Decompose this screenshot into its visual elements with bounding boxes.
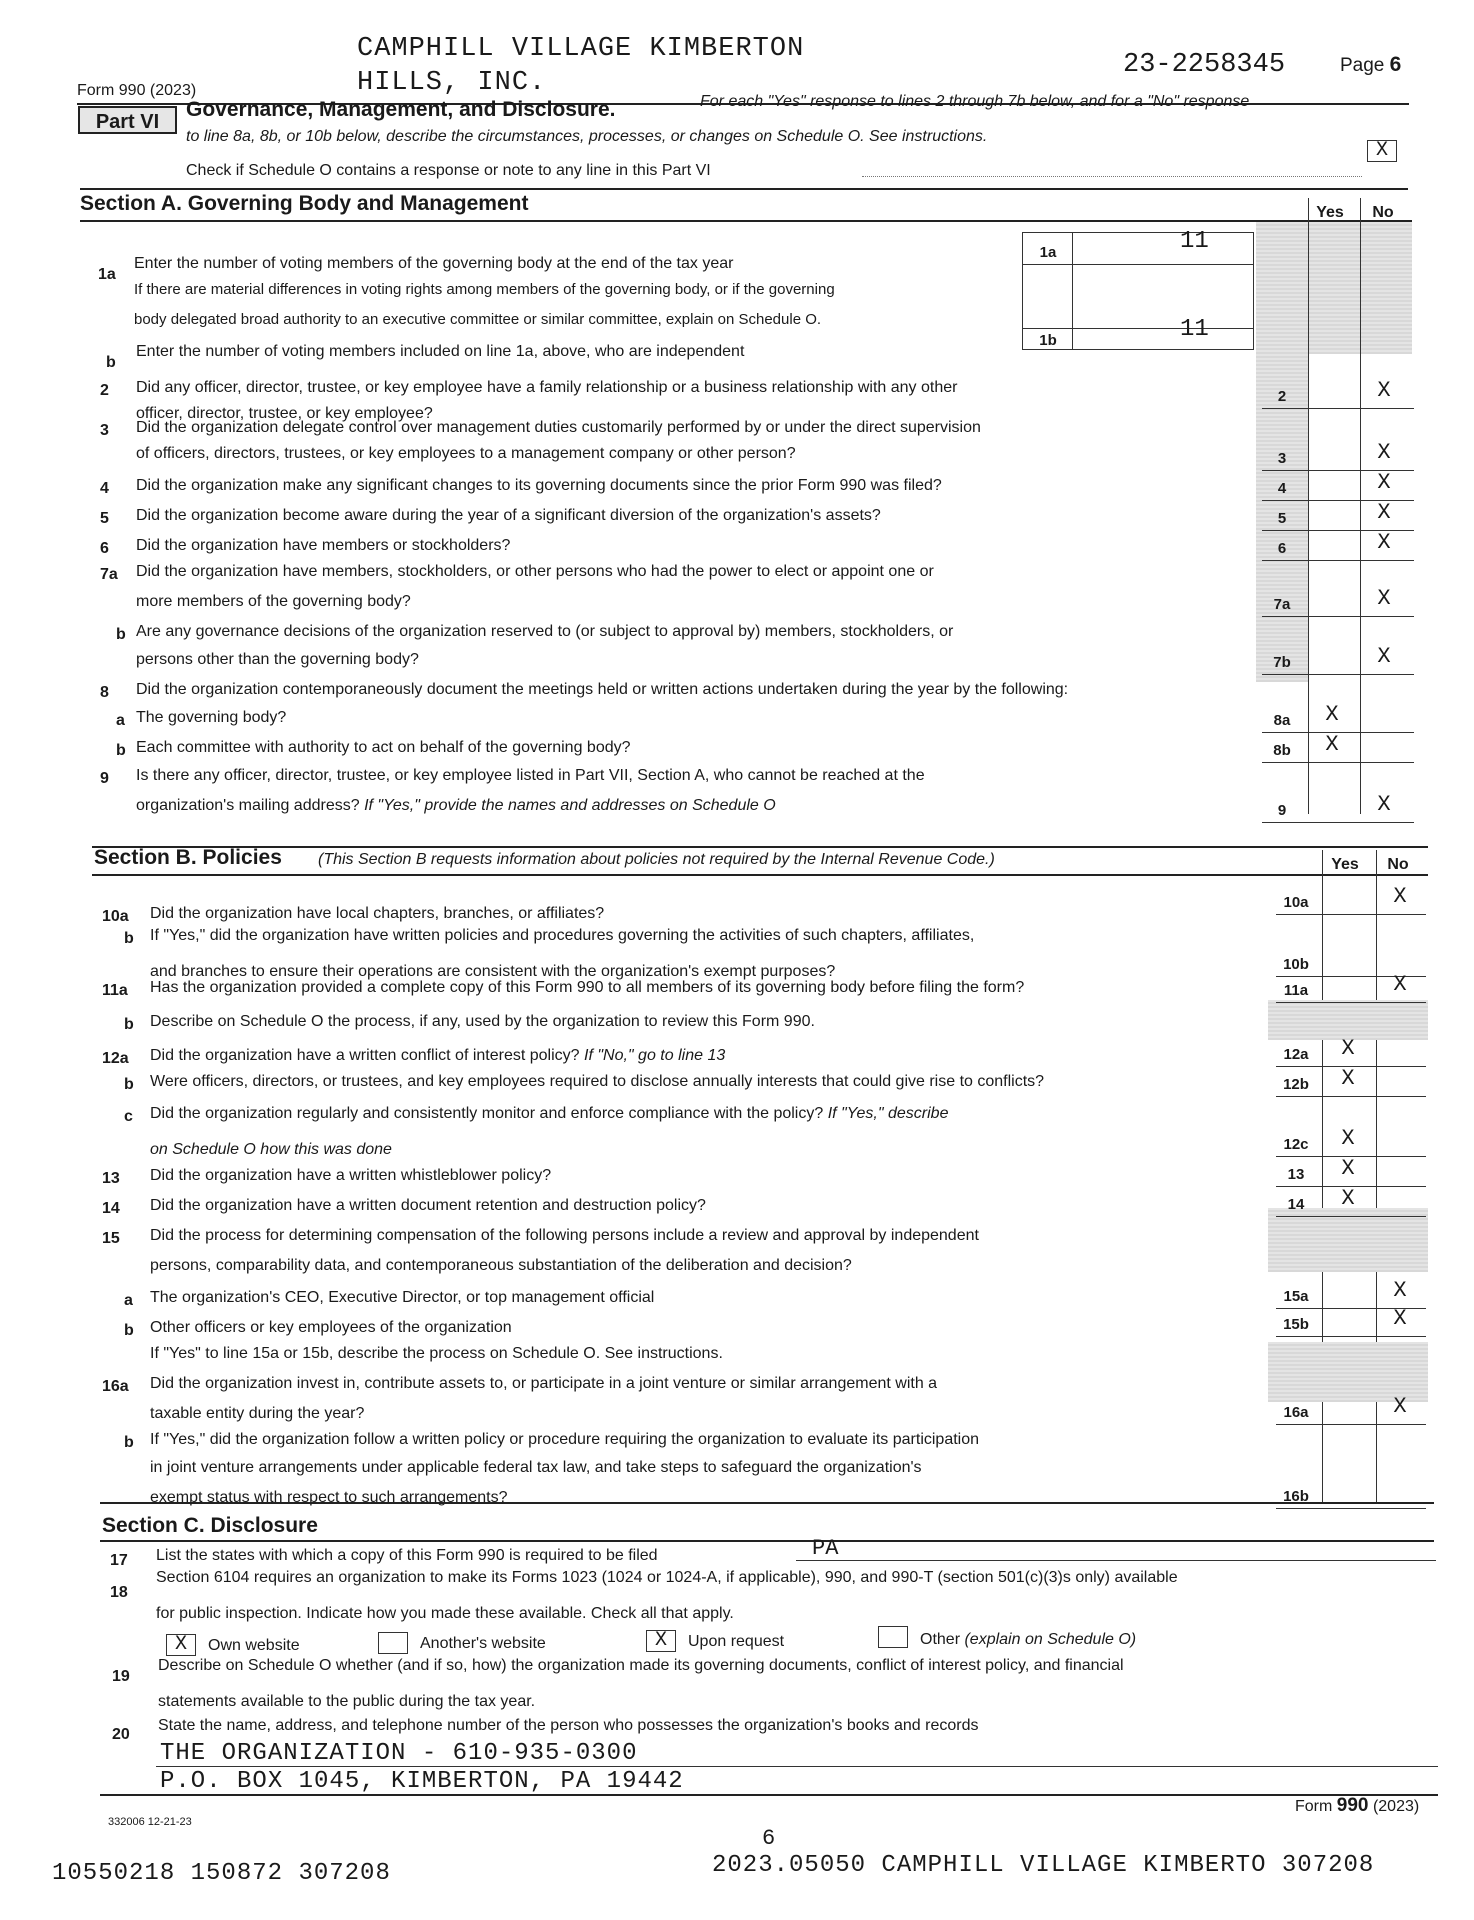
line-code: 11a (1283, 982, 1309, 999)
line-text-instruction: If "Yes," provide the names and addresses on Schedule O (364, 797, 776, 814)
line-text (150, 1458, 922, 1478)
no-answer[interactable]: X (1393, 972, 1407, 997)
voting-members-box-rule (1022, 328, 1254, 329)
org-name-line2: HILLS, INC. (357, 68, 547, 98)
no-answer[interactable]: X (1393, 1278, 1407, 1303)
line-number: b (106, 354, 116, 371)
footer-identifiers-right: 2023.05050 CAMPHILL VILLAGE KIMBERTO 307208 (712, 1852, 1375, 1879)
shaded-cell (1268, 1000, 1428, 1040)
line-text-part: The organization's CEO, Executive Director, or top management official (150, 1289, 655, 1306)
line-19-text: statements available to the public during the tax year. (158, 1693, 536, 1710)
section-c-top-rule (100, 1502, 1434, 1504)
no-answer[interactable]: X (1393, 1306, 1407, 1331)
footer-identifiers-left: 10550218 150872 307208 (52, 1860, 391, 1887)
line-text (136, 650, 419, 670)
line-number: 8 (100, 684, 109, 701)
line-number: 10a (102, 908, 129, 925)
line-code: 16a (1283, 1404, 1309, 1421)
part-box: Part VI (78, 106, 177, 134)
line-code: 7b (1273, 654, 1291, 671)
books-records-contact: THE ORGANIZATION - 610-935-0300 (160, 1740, 638, 1767)
line-code: 8b (1273, 742, 1291, 759)
footer-form-number: 990 (1336, 1795, 1369, 1816)
line-number: 14 (102, 1200, 120, 1217)
line-code: 12b (1283, 1076, 1309, 1093)
section-c-bottom-rule (100, 1794, 1438, 1796)
line-number: 1a (98, 266, 116, 283)
line-text-instruction: If "No," go to line 13 (584, 1047, 726, 1064)
section-c-title: Section C. Disclosure (102, 1514, 318, 1537)
line-number: c (124, 1108, 133, 1125)
independent-members-count: 11 (1180, 316, 1209, 343)
line-number: 20 (112, 1726, 130, 1743)
other-checkbox[interactable] (878, 1626, 908, 1648)
voting-members-count: 11 (1180, 228, 1209, 255)
line-17-text: List the states with which a copy of this Form 990 is required to be filed (156, 1547, 658, 1564)
no-answer[interactable]: X (1377, 530, 1391, 555)
line-text-part: Did the organization delegate control over management duties customarily performed by or under the direct supervision (136, 419, 981, 436)
line-number: b (124, 1322, 134, 1339)
line-text-part: persons, comparability data, and contemporaneous substantiation of the deliberation and decision? (150, 1257, 852, 1274)
section-b-no-header: No (1387, 856, 1409, 873)
another-website-label: Another's website (420, 1635, 546, 1652)
answer-row-rule (1262, 822, 1414, 823)
schedule-o-check-label: Check if Schedule O contains a response or note to any line in this Part VI (186, 162, 711, 179)
no-answer[interactable]: X (1393, 1394, 1407, 1419)
line-text (150, 1226, 979, 1246)
line-text (136, 444, 796, 464)
form-code: 332006 12-21-23 (108, 1816, 192, 1828)
line-number: a (116, 712, 125, 729)
line-code: 16b (1283, 1488, 1309, 1505)
line-number: 18 (110, 1584, 128, 1601)
line-number: 6 (100, 540, 109, 557)
own-website-label: Own website (208, 1637, 300, 1654)
line-text-part: more members of the governing body? (136, 593, 411, 610)
no-answer[interactable]: X (1377, 440, 1391, 465)
line-text (136, 738, 631, 758)
line-text (136, 708, 286, 728)
line-text (150, 1374, 937, 1394)
answer-row-rule (1262, 560, 1414, 561)
line-code: 4 (1277, 480, 1287, 497)
answer-row-rule (1276, 1096, 1426, 1097)
line-text-part: Were officers, directors, or trustees, and key employees required to disclose annually interests that could give rise to conflicts? (150, 1073, 1045, 1090)
line-text-part: Are any governance decisions of the organization reserved to (or subject to approval by) members, stockholders, or (136, 623, 954, 640)
line-text-part: Describe on Schedule O the process, if any, used by the organization to review this Form 990. (150, 1013, 815, 1030)
upon-request-label: Upon request (688, 1633, 785, 1650)
line-text (150, 1166, 551, 1186)
footer-form-word: Form (1295, 1798, 1333, 1815)
section-a-yes-header: Yes (1316, 204, 1344, 221)
line-code: 1a (1039, 244, 1057, 261)
line-code: 3 (1277, 450, 1287, 467)
organization-name (357, 32, 804, 100)
line-code: 5 (1277, 510, 1287, 527)
line-number: 5 (100, 510, 109, 527)
other-label-note: (explain on Schedule O) (964, 1631, 1137, 1648)
no-answer[interactable]: X (1377, 470, 1391, 495)
line-text (150, 904, 604, 924)
part-title: Governance, Management, and Disclosure. (186, 98, 616, 121)
other-label (920, 1630, 1136, 1650)
no-answer[interactable]: X (1377, 644, 1391, 669)
line-text-part: Did the organization make any significant changes to its governing documents since the prior Form 990 was filed? (136, 477, 942, 494)
line-code: 8a (1273, 712, 1291, 729)
no-answer[interactable]: X (1377, 500, 1391, 525)
line-number: 4 (100, 480, 109, 497)
line-1a-note: If there are material differences in voting rights among members of the governing body, or if the governing (134, 281, 835, 298)
footer-form-label (1295, 1795, 1419, 1817)
page-number: 6 (1389, 53, 1402, 76)
line-18-text: for public inspection. Indicate how you made these available. Check all that apply. (156, 1605, 734, 1622)
line-text-part: persons other than the governing body? (136, 651, 419, 668)
line-text-part: If "Yes," did the organization have written policies and procedures governing the activities of such chapters, affiliates, (150, 927, 975, 944)
line-number: 3 (100, 422, 109, 439)
yes-answer[interactable]: X (1341, 1186, 1355, 1211)
form-label: Form 990 (2023) (77, 82, 197, 99)
line-number: a (124, 1292, 133, 1309)
line-text (150, 1140, 392, 1160)
line-text-part: Did the organization become aware during the year of a significant diversion of the organization's assets? (136, 507, 881, 524)
line-text (136, 476, 942, 496)
line-text-instruction: on Schedule O how this was done (150, 1141, 392, 1158)
section-b-title: Section B. Policies (94, 846, 282, 869)
line-number: 2 (100, 382, 109, 399)
yes-column-divider (1322, 850, 1323, 1502)
no-answer[interactable]: X (1377, 586, 1391, 611)
line-text (150, 1046, 725, 1066)
line-number: 12a (102, 1050, 129, 1067)
line-text (136, 378, 957, 398)
section-a-rule (80, 220, 1412, 222)
line-text (150, 1104, 948, 1124)
line-text-part: Did the organization have local chapters, branches, or affiliates? (150, 905, 605, 922)
org-name-line1: CAMPHILL VILLAGE KIMBERTON (357, 34, 805, 64)
line-text (136, 622, 953, 642)
line-text (136, 536, 510, 556)
line-1a-text: Enter the number of voting members of the governing body at the end of the tax year (134, 255, 734, 272)
answer-row-rule (1262, 408, 1414, 409)
yes-answer[interactable]: X (1325, 732, 1339, 757)
line-text (150, 1012, 815, 1032)
page-word: Page (1340, 55, 1385, 76)
line-number: b (124, 1076, 134, 1093)
line-text-part: Did the organization have members, stockholders, or other persons who had the power to elect or appoint one or (136, 563, 934, 580)
line-code: 15a (1283, 1288, 1309, 1305)
yes-answer[interactable]: X (1341, 1156, 1355, 1181)
line-text (150, 1404, 364, 1424)
other-label-text: Other (920, 1631, 961, 1648)
line-number: b (116, 626, 126, 643)
line-text (150, 1072, 1044, 1092)
no-answer[interactable]: X (1393, 884, 1407, 909)
line-text-part: and branches to ensure their operations are consistent with the organization's exempt purposes? (150, 963, 836, 980)
line-number: 17 (110, 1552, 128, 1569)
line-text-part: in joint venture arrangements under applicable federal tax law, and take steps to safeguard the organization's (150, 1459, 922, 1476)
line-text (136, 592, 411, 612)
line-17-underline (796, 1560, 1436, 1561)
line-text-part: Is there any officer, director, trustee, or key employee listed in Part VII, Section A, who cannot be reached at the (136, 767, 925, 784)
no-column-divider (1376, 850, 1377, 1502)
line-text (150, 1256, 852, 1276)
line-code: 2 (1277, 388, 1287, 405)
section-b-rule (92, 874, 1428, 876)
voting-members-box-divider (1072, 232, 1073, 350)
shaded-cell (1268, 1342, 1428, 1402)
yes-answer[interactable]: X (1341, 1066, 1355, 1091)
own-website-checkbox[interactable]: X (166, 1634, 196, 1656)
line-text-part: Did the process for determining compensation of the following persons include a review and approval by independent (150, 1227, 979, 1244)
line-number: 16a (102, 1378, 129, 1395)
line-number: 11a (102, 982, 128, 999)
line-text-part: Other officers or key employees of the organization (150, 1319, 512, 1336)
line-text (150, 1318, 512, 1338)
answer-row-rule (1262, 674, 1414, 675)
line-text (136, 766, 925, 786)
line-code: 15b (1283, 1316, 1309, 1333)
yes-answer[interactable]: X (1325, 702, 1339, 727)
voting-members-box-rule (1022, 264, 1254, 265)
line-text (150, 926, 974, 946)
line-number: b (116, 742, 126, 759)
page-label (1340, 53, 1401, 77)
line-code: 10a (1283, 894, 1309, 911)
line-code: 10b (1283, 956, 1309, 973)
line-code: 1b (1039, 332, 1057, 349)
line-1a-note: body delegated broad authority to an executive committee or similar committee, explain on Schedule O. (134, 311, 822, 328)
line-number: 7a (100, 566, 118, 583)
line-number: 13 (102, 1170, 120, 1187)
line-number: b (124, 1016, 134, 1033)
line-text (150, 1344, 723, 1364)
line-text-part: Each committee with authority to act on behalf of the governing body? (136, 739, 631, 756)
line-number: 19 (112, 1668, 130, 1685)
line-20-text: State the name, address, and telephone number of the person who possesses the organization's books and records (158, 1717, 979, 1734)
line-20-underline (156, 1766, 1438, 1767)
line-text-part: Did any officer, director, trustee, or key employee have a family relationship or a business relationship with any other (136, 379, 958, 396)
section-a-title: Section A. Governing Body and Management (80, 192, 529, 215)
part-description-2: to line 8a, 8b, or 10b below, describe the circumstances, processes, or changes on Schedule O. See instructions. (186, 128, 988, 145)
answer-row-rule (1276, 1336, 1426, 1337)
yes-column-divider (1308, 198, 1309, 814)
line-text-part: Has the organization provided a complete copy of this Form 990 to all members of its governing body before filing the form? (150, 979, 1025, 996)
line-text (136, 562, 934, 582)
line-text-part: Did the organization have a written conflict of interest policy? (150, 1047, 580, 1064)
line-text: exempt status with respect to such arrangements? (150, 1489, 508, 1506)
answer-row-rule (1262, 762, 1414, 763)
line-code: 9 (1277, 802, 1287, 819)
line-number: 9 (100, 770, 109, 787)
section-c-rule (100, 1540, 1434, 1542)
line-text (150, 1196, 706, 1216)
section-b-yes-header: Yes (1331, 856, 1359, 873)
line-code: 6 (1277, 540, 1287, 557)
line-text-part: Did the organization have members or stockholders? (136, 537, 511, 554)
no-column-divider (1360, 198, 1361, 814)
line-text (150, 978, 1024, 998)
shaded-cell (1268, 1208, 1428, 1272)
no-answer[interactable]: X (1377, 792, 1391, 817)
line-text-part: Did the organization have a written document retention and destruction policy? (150, 1197, 706, 1214)
line-text (136, 506, 881, 526)
line-1b-text: Enter the number of voting members included on line 1a, above, who are independent (136, 343, 745, 360)
line-text (136, 680, 1068, 700)
line-18-text: Section 6104 requires an organization to make its Forms 1023 (1024 or 1024-A, if applicable), 990, and 990-T (section 501(c)(3)s only) available (156, 1569, 1178, 1586)
another-website-checkbox[interactable] (378, 1632, 408, 1654)
line-19-text: Describe on Schedule O whether (and if so, how) the organization made its governing documents, conflict of interest policy, and financial (158, 1657, 1124, 1674)
ein: 23-2258345 (1123, 50, 1286, 80)
yes-answer[interactable]: X (1341, 1126, 1355, 1151)
line-text-part: taxable entity during the year? (150, 1405, 365, 1422)
line-number: 15 (102, 1230, 120, 1247)
line-number: b (124, 1434, 134, 1451)
footer-form-year: (2023) (1372, 1798, 1420, 1815)
line-text (136, 418, 981, 438)
line-code: 12a (1283, 1046, 1309, 1063)
line-number: b (124, 930, 134, 947)
answer-row-rule (1276, 1424, 1426, 1425)
upon-request-checkbox[interactable]: X (646, 1630, 676, 1652)
line-text (136, 796, 776, 816)
section-b-top-rule (92, 846, 1428, 848)
answer-row-rule (1276, 1216, 1426, 1217)
line-code: 7a (1273, 596, 1291, 613)
footer-page-number: 6 (762, 1826, 776, 1851)
line-text-part: The governing body? (136, 709, 287, 726)
section-a-no-header: No (1372, 204, 1394, 221)
line-text-part: If "Yes" to line 15a or 15b, describe the process on Schedule O. See instructions. (150, 1345, 723, 1362)
line-text-part: Did the organization regularly and consistently monitor and enforce compliance with the policy? (150, 1105, 824, 1122)
line-code: 14 (1287, 1196, 1305, 1213)
filing-states: PA (812, 1536, 839, 1561)
section-a-top-rule (80, 188, 1408, 190)
line-text-part: Did the organization contemporaneously document the meetings held or written actions undertaken during the year by the following: (136, 681, 1069, 698)
answer-row-rule (1276, 1002, 1426, 1003)
line-text-part: Did the organization invest in, contribute assets to, or participate in a joint venture or similar arrangement with a (150, 1375, 938, 1392)
part-description: For each "Yes" response to lines 2 through 7b below, and for a "No" response (700, 93, 1250, 110)
line-text (150, 1288, 654, 1308)
line-text (150, 1430, 979, 1450)
line-text-part: organization's mailing address? (136, 797, 360, 814)
schedule-o-checkbox[interactable]: X (1367, 140, 1397, 162)
answer-row-rule (1276, 1508, 1426, 1509)
answer-row-rule (1262, 616, 1414, 617)
line-text-part: If "Yes," did the organization follow a written policy or procedure requiring the organization to evaluate its participation (150, 1431, 980, 1448)
answer-row-rule (1276, 914, 1426, 915)
line-text-part: officer, director, trustee, or key employee? (136, 405, 433, 422)
books-records-address: P.O. BOX 1045, KIMBERTON, PA 19442 (160, 1768, 684, 1795)
leader-dots (862, 176, 1362, 177)
line-code: 13 (1287, 1166, 1305, 1183)
line-text-instruction: If "Yes," describe (827, 1105, 949, 1122)
line-code: 12c (1283, 1136, 1309, 1153)
no-answer[interactable]: X (1377, 378, 1391, 403)
line-text-part: of officers, directors, trustees, or key employees to a management company or other person? (136, 445, 796, 462)
line-text-part: Did the organization have a written whistleblower policy? (150, 1167, 552, 1184)
section-b-subtitle: (This Section B requests information about policies not required by the Internal Revenue Code.) (318, 851, 995, 868)
yes-answer[interactable]: X (1341, 1036, 1355, 1061)
